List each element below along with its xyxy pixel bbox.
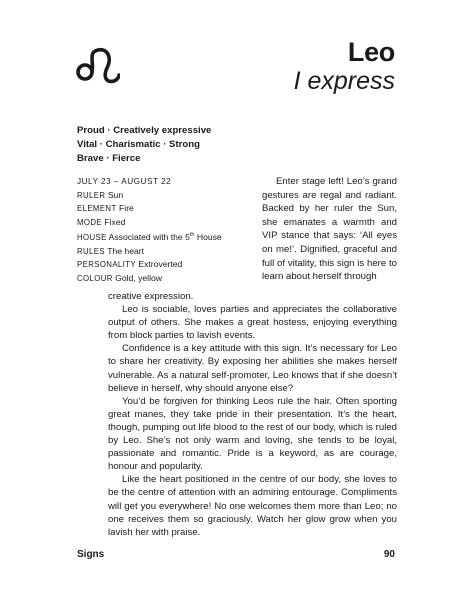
keywords-line: Brave · Fierce <box>77 153 141 164</box>
page-title <box>294 36 395 96</box>
fact-value-suffix: th <box>189 232 195 239</box>
fact-house <box>77 229 257 244</box>
paragraph-continuation: creative expression. <box>108 291 194 302</box>
fact-mode <box>77 216 257 230</box>
fact-value: Fixed <box>104 216 126 227</box>
intro-paragraph: Enter stage left! Leo’s grand gestures are regal and radiant. Backed by her ruler the Sun, she emanates a warmth and VIP stance that says: ‘All eyes on me!’. Dignified, graceful and full of vitality, this sign is here to learn about herself through <box>262 176 397 283</box>
fact-label: RULER <box>77 190 106 200</box>
sign-name: Leo <box>347 37 395 67</box>
fact-label: PERSONALITY <box>77 260 136 270</box>
fact-label: RULES <box>77 246 105 256</box>
fact-ruler <box>77 189 257 203</box>
fact-colour <box>77 272 257 286</box>
paragraph: Confidence is a key attitude with this sign. It’s necessary for Leo to share her creativity. By exposing her abilities she makes herself vulnerable. As a natural self-promoter, Leo knows that if she doesn’t believe in herself, why should anyone else? <box>108 343 397 394</box>
fact-personality <box>77 258 257 272</box>
fact-label: HOUSE <box>77 233 107 243</box>
paragraph: You’d be forgiven for thinking Leos rule the hair. Often sporting great manes, they take pride in their presentation. It’s the heart, though, pumping out life blood to the rest of our body, which is ruled by Leo. She’s not only warm and loving, she tends to be loyal, passionate and romantic. Pride is a keyword, as are courage, honour and popularity. <box>108 395 397 473</box>
fact-element <box>77 202 257 216</box>
fact-label: ELEMENT <box>77 204 117 214</box>
section-label: Signs <box>77 549 105 560</box>
fact-label: MODE <box>77 217 102 227</box>
paragraph: Leo is sociable, loves parties and appreciates the collaborative output of others. She makes a great hostess, enjoying everything from block parties to lavish events. <box>108 304 397 342</box>
body-text <box>108 290 397 539</box>
sign-dates: JULY 23 – AUGUST 22 <box>77 177 172 186</box>
fact-label: COLOUR <box>77 274 113 284</box>
sign-facts <box>77 175 257 286</box>
fact-value: Gold, yellow <box>115 273 162 284</box>
fact-value: The heart <box>107 245 145 256</box>
sign-keywords <box>77 124 211 166</box>
page-number: 90 <box>383 549 395 560</box>
fact-value: Fire <box>119 203 134 214</box>
fact-value: Extroverted <box>138 259 183 270</box>
leo-glyph-icon <box>74 46 120 88</box>
sign-motto: I express <box>293 67 395 95</box>
keywords-line: Proud · Creatively expressive <box>77 125 212 136</box>
fact-value: Sun <box>107 189 124 200</box>
fact-value-tail: House <box>196 232 222 243</box>
paragraph: Like the heart positioned in the centre of our body, she loves to be the centre of attention with an admiring entourage. Compliments will get you everywhere! No one welcomes them more than Leo; no one receives them so graciously. Watch her glow grow when you lavish her with praise. <box>108 474 397 538</box>
keywords-line: Vital · Charismatic · Strong <box>77 139 200 150</box>
fact-rules <box>77 245 257 259</box>
fact-value: Associated with the 5 <box>108 232 190 243</box>
